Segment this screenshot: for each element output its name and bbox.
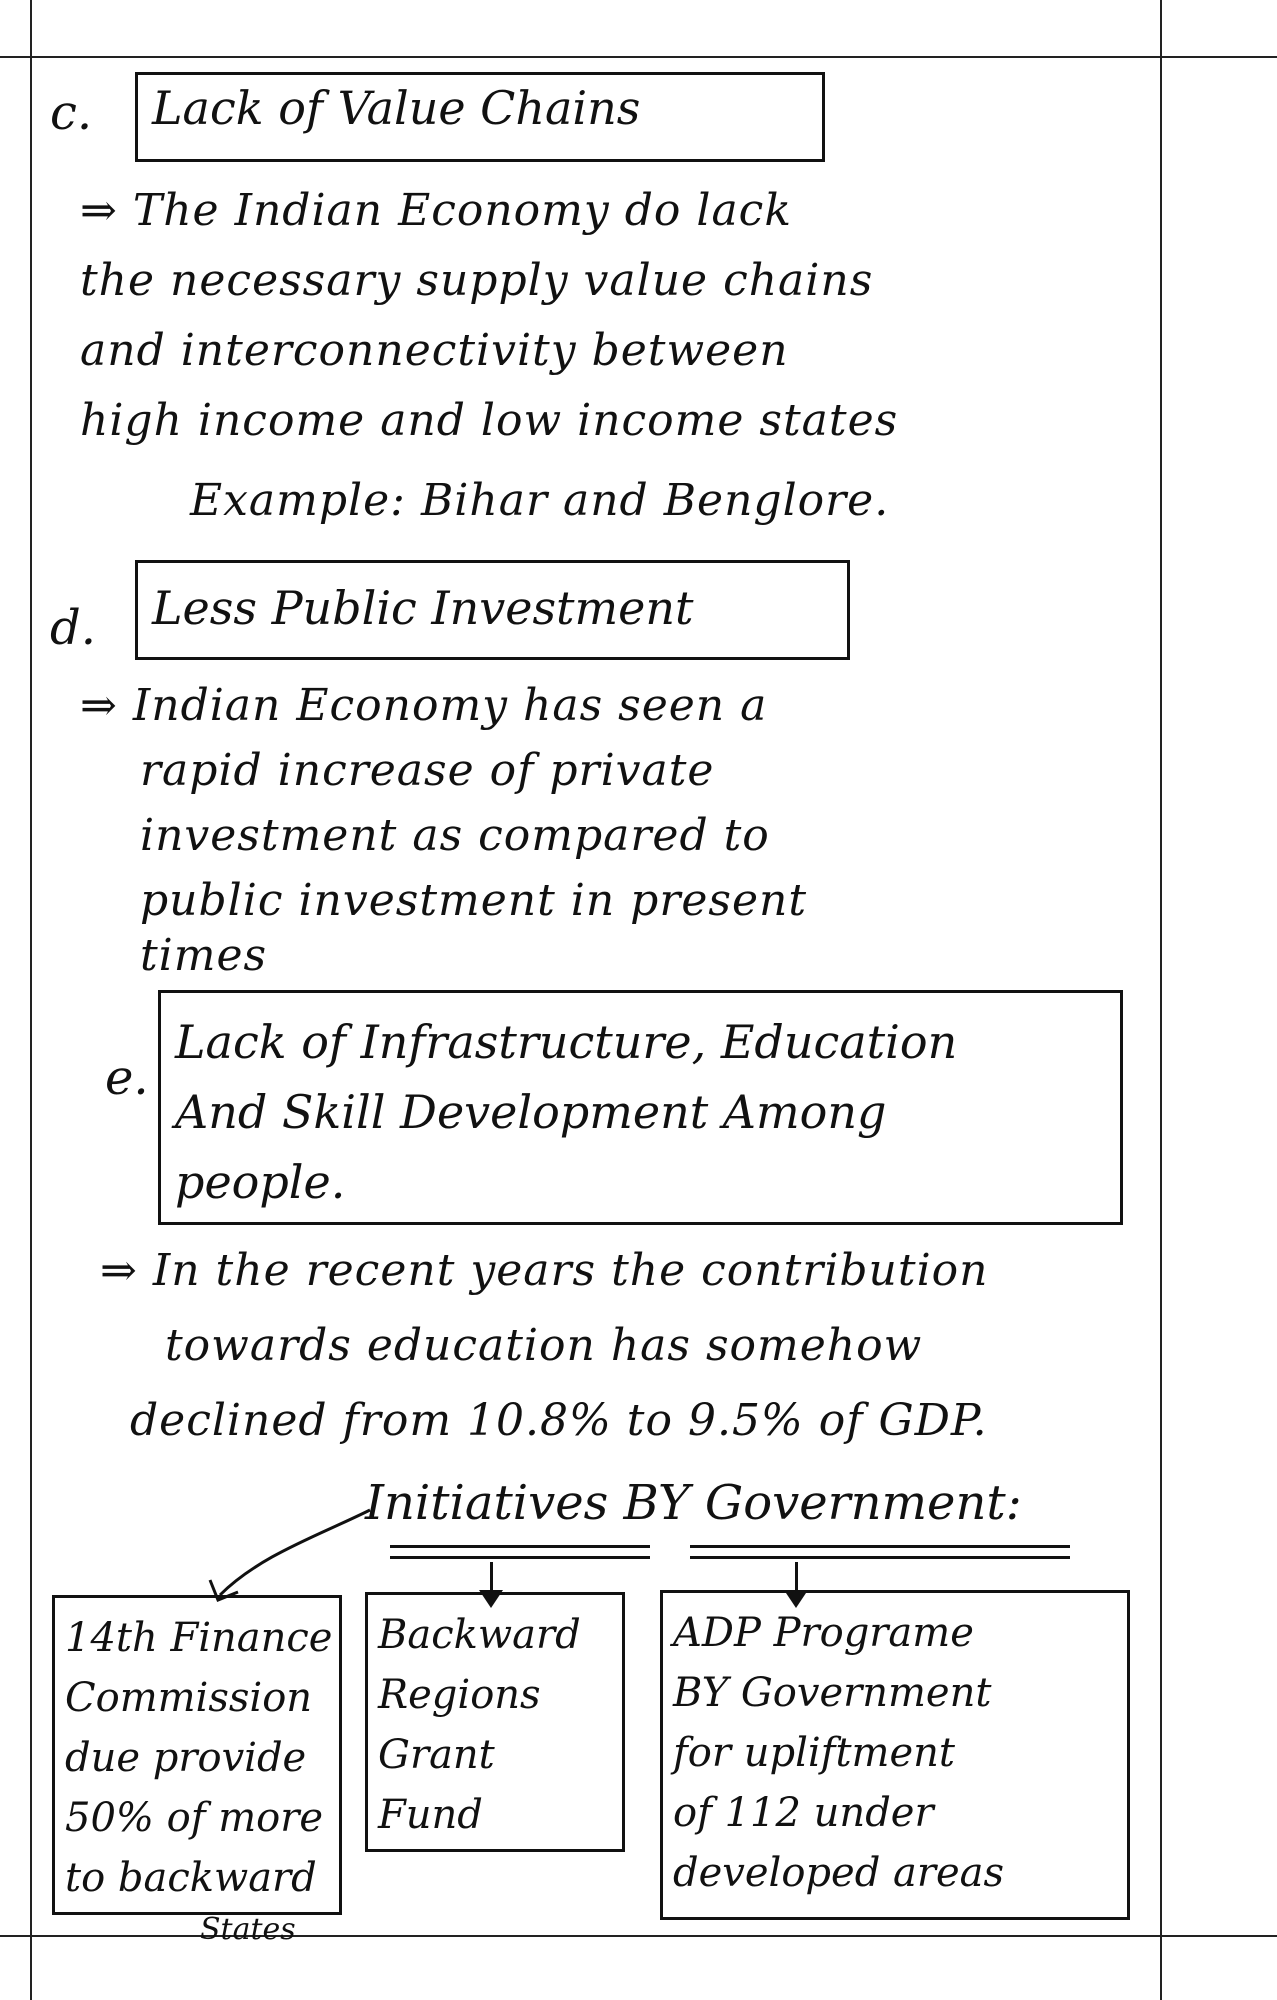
section-d-line-4: public investment in present [140,875,808,926]
box1-line-1: 14th Finance [65,1615,333,1661]
initiative-box-backward-regions [365,1592,625,1852]
section-d-heading: Less Public Investment [135,560,850,660]
box1-line-6: States [200,1912,296,1947]
box1-line-5: to backward [65,1855,317,1901]
box1-line-3: due provide [65,1735,307,1781]
section-e-line-1: ⇒ In the recent years the contribution [100,1245,989,1296]
section-e-heading-line-2: And Skill Development Among [175,1085,887,1139]
section-e-heading-box [158,990,1123,1225]
section-e-line-2: towards education has somehow [165,1320,923,1371]
box3-line-2: BY Government [673,1670,992,1716]
section-e-heading-line-3: people. [175,1155,346,1209]
bottom-rule [0,1935,1277,1937]
box3-line-3: for upliftment [673,1730,955,1776]
initiative-box-adp-programme [660,1590,1130,1920]
box3-line-5: developed areas [673,1850,1005,1896]
section-c-line-1: ⇒ The Indian Economy do lack [80,185,792,236]
box3-line-4: of 112 under [673,1790,934,1836]
initiatives-underline-2 [390,1556,650,1559]
section-c-line-3: and interconnectivity between [80,325,789,376]
section-c-example: Example: Bihar and Benglore. [190,475,890,526]
box3-line-1: ADP Programe [673,1610,974,1656]
initiatives-title: Initiatives BY Government: [365,1475,1022,1531]
section-d-line-1: ⇒ Indian Economy has seen a [80,680,768,731]
left-margin-line [30,0,32,2000]
section-e-heading-line-1: Lack of Infrastructure, Education [175,1015,958,1069]
section-c-marker: c. [50,85,93,141]
top-rule [0,56,1277,58]
box1-line-4: 50% of more [65,1795,324,1841]
section-d-line-2: rapid increase of private [140,745,715,796]
right-margin-line [1160,0,1162,2000]
section-c-line-4: high income and low income states [80,395,899,446]
left-arrow [200,1500,380,1610]
initiatives-underline-3 [690,1545,1070,1548]
initiatives-underline-4 [690,1556,1070,1559]
box2-line-4: Fund [378,1792,483,1838]
box2-line-1: Backward [378,1612,581,1658]
box2-line-2: Regions [378,1672,541,1718]
section-d-line-5: times [140,930,268,981]
section-e-marker: e. [105,1050,149,1106]
box1-line-2: Commission [65,1675,313,1721]
initiatives-underline-1 [390,1545,650,1548]
section-e-line-3: declined from 10.8% to 9.5% of GDP. [130,1395,988,1446]
box2-line-3: Grant [378,1732,495,1778]
section-d-marker: d. [50,600,96,656]
section-c-heading: Lack of Value Chains [135,72,825,162]
section-c-line-2: the necessary supply value chains [80,255,874,306]
initiative-box-finance-commission [52,1595,342,1915]
section-d-line-3: investment as compared to [140,810,770,861]
